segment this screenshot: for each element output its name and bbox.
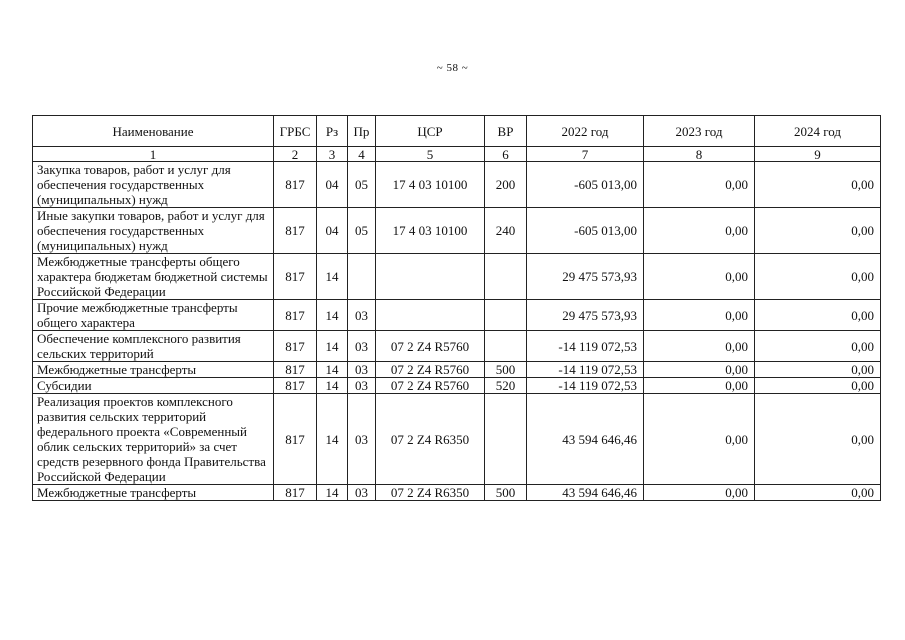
vr-cell: 520: [485, 378, 527, 394]
item-name-cell: Прочие межбюджетные трансферты общего характера: [33, 300, 274, 331]
table-row: [33, 394, 881, 485]
table-row: [33, 485, 881, 501]
grbs-cell: 817: [274, 254, 317, 300]
csr-cell: 07 2 Z4 R5760: [376, 378, 485, 394]
column-number: 7: [527, 147, 644, 162]
pr-cell: 03: [348, 394, 376, 485]
rz-cell: 14: [317, 254, 348, 300]
amount-2024-cell: 0,00: [755, 162, 881, 208]
amount-2023-cell: 0,00: [644, 485, 755, 501]
amount-2022-cell: -605 013,00: [527, 208, 644, 254]
amount-2024-cell: 0,00: [755, 362, 881, 378]
header-cell: Пр: [348, 116, 376, 147]
grbs-cell: 817: [274, 300, 317, 331]
page-number: ~ 58 ~: [436, 62, 469, 74]
header-cell: ГРБС: [274, 116, 317, 147]
table-row: [33, 331, 881, 362]
item-name-cell: Иные закупки товаров, работ и услуг для обеспечения государственных (муниципальных) нужд: [33, 208, 274, 254]
budget-table: [32, 115, 881, 501]
table-row: [33, 300, 881, 331]
amount-2022-cell: 43 594 646,46: [527, 485, 644, 501]
amount-2022-cell: 29 475 573,93: [527, 254, 644, 300]
grbs-cell: 817: [274, 362, 317, 378]
rz-cell: 14: [317, 362, 348, 378]
pr-cell: 03: [348, 362, 376, 378]
csr-cell: 17 4 03 10100: [376, 162, 485, 208]
grbs-cell: 817: [274, 394, 317, 485]
grbs-cell: 817: [274, 485, 317, 501]
header-cell: Наименование: [33, 116, 274, 147]
table-row: [33, 378, 881, 394]
amount-2023-cell: 0,00: [644, 300, 755, 331]
table-row: [33, 254, 881, 300]
amount-2024-cell: 0,00: [755, 300, 881, 331]
csr-cell: [376, 300, 485, 331]
rz-cell: 14: [317, 378, 348, 394]
pr-cell: 03: [348, 378, 376, 394]
rz-cell: 14: [317, 331, 348, 362]
vr-cell: 500: [485, 485, 527, 501]
column-number: 9: [755, 147, 881, 162]
amount-2024-cell: 0,00: [755, 394, 881, 485]
header-cell: 2022 год: [527, 116, 644, 147]
amount-2023-cell: 0,00: [644, 331, 755, 362]
pr-cell: [348, 254, 376, 300]
rz-cell: 14: [317, 300, 348, 331]
column-number: 2: [274, 147, 317, 162]
amount-2022-cell: -14 119 072,53: [527, 378, 644, 394]
vr-cell: [485, 394, 527, 485]
rz-cell: 14: [317, 394, 348, 485]
column-number: 1: [33, 147, 274, 162]
item-name-cell: Межбюджетные трансферты: [33, 485, 274, 501]
csr-cell: 07 2 Z4 R6350: [376, 394, 485, 485]
pr-cell: 05: [348, 208, 376, 254]
pr-cell: 05: [348, 162, 376, 208]
amount-2022-cell: -14 119 072,53: [527, 362, 644, 378]
pr-cell: 03: [348, 331, 376, 362]
grbs-cell: 817: [274, 162, 317, 208]
amount-2024-cell: 0,00: [755, 485, 881, 501]
column-number: 8: [644, 147, 755, 162]
item-name-cell: Закупка товаров, работ и услуг для обеспечения государственных (муниципальных) нужд: [33, 162, 274, 208]
amount-2023-cell: 0,00: [644, 394, 755, 485]
header-cell: 2023 год: [644, 116, 755, 147]
amount-2024-cell: 0,00: [755, 331, 881, 362]
table-row: [33, 362, 881, 378]
header-cell: ВР: [485, 116, 527, 147]
item-name-cell: Межбюджетные трансферты общего характера бюджетам бюджетной системы Российской Федерации: [33, 254, 274, 300]
csr-cell: 07 2 Z4 R6350: [376, 485, 485, 501]
header-cell: ЦСР: [376, 116, 485, 147]
column-number: 6: [485, 147, 527, 162]
column-number: 3: [317, 147, 348, 162]
item-name-cell: Обеспечение комплексного развития сельских территорий: [33, 331, 274, 362]
csr-cell: [376, 254, 485, 300]
rz-cell: 14: [317, 485, 348, 501]
csr-cell: 17 4 03 10100: [376, 208, 485, 254]
header-cell: 2024 год: [755, 116, 881, 147]
item-name-cell: Межбюджетные трансферты: [33, 362, 274, 378]
item-name-cell: Реализация проектов комплексного развития сельских территорий федерального проекта «Современный облик сельских территорий» за счет средств резервного фонда Правительства Российской Федерации: [33, 394, 274, 485]
column-number: 4: [348, 147, 376, 162]
vr-cell: [485, 300, 527, 331]
amount-2023-cell: 0,00: [644, 162, 755, 208]
amount-2023-cell: 0,00: [644, 378, 755, 394]
grbs-cell: 817: [274, 378, 317, 394]
header-row: [33, 116, 881, 147]
amount-2024-cell: 0,00: [755, 378, 881, 394]
vr-cell: [485, 331, 527, 362]
csr-cell: 07 2 Z4 R5760: [376, 331, 485, 362]
column-number-row: [33, 147, 881, 162]
vr-cell: 500: [485, 362, 527, 378]
amount-2022-cell: 29 475 573,93: [527, 300, 644, 331]
amount-2023-cell: 0,00: [644, 208, 755, 254]
table-row: [33, 208, 881, 254]
vr-cell: 240: [485, 208, 527, 254]
pr-cell: 03: [348, 300, 376, 331]
pr-cell: 03: [348, 485, 376, 501]
csr-cell: 07 2 Z4 R5760: [376, 362, 485, 378]
amount-2023-cell: 0,00: [644, 254, 755, 300]
grbs-cell: 817: [274, 331, 317, 362]
amount-2024-cell: 0,00: [755, 254, 881, 300]
amount-2024-cell: 0,00: [755, 208, 881, 254]
grbs-cell: 817: [274, 208, 317, 254]
vr-cell: 200: [485, 162, 527, 208]
header-cell: Рз: [317, 116, 348, 147]
amount-2023-cell: 0,00: [644, 362, 755, 378]
vr-cell: [485, 254, 527, 300]
column-number: 5: [376, 147, 485, 162]
rz-cell: 04: [317, 162, 348, 208]
amount-2022-cell: 43 594 646,46: [527, 394, 644, 485]
item-name-cell: Субсидии: [33, 378, 274, 394]
amount-2022-cell: -605 013,00: [527, 162, 644, 208]
table-row: [33, 162, 881, 208]
rz-cell: 04: [317, 208, 348, 254]
amount-2022-cell: -14 119 072,53: [527, 331, 644, 362]
